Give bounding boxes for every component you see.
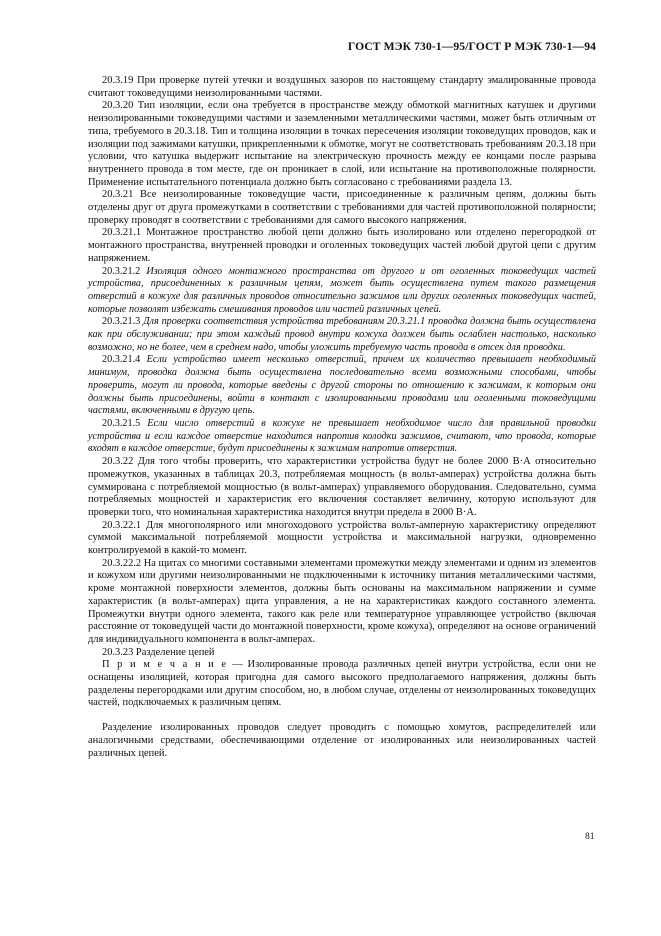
clause-number: 20.3.21.4 — [102, 354, 141, 366]
paragraph-20-3-22-1 — [88, 520, 596, 558]
clause-text: Все неизолированные токоведущие части, присоединенные к различным цепям, должны быть отделены друг от друга промежутками в соответствии с требованиями для частей противоположной полярности; проверку проводят в соответствии с требованиями для самого высокого напряжения. — [88, 189, 596, 226]
clause-text: При проверке путей утечки и воздушных зазоров по настоящему стандарту эмалированные провода считают токоведущими неизолированными частями. — [88, 75, 596, 99]
clause-number: 20.3.23 — [102, 646, 134, 658]
paragraph-20-3-21-2 — [88, 266, 596, 317]
paragraph-20-3-21-5 — [88, 418, 596, 456]
clause-text: Для многополярного или многоходового устройства вольт-амперную характеристику определяют суммой максимальной потребляемой мощности устройства и максимальной нагрузки, одновременно контролируемой в какой-то момент. — [88, 519, 597, 557]
paragraph-20-3-21 — [88, 189, 596, 227]
clause-text: Для проверки соответствия устройства требованиям 20.3.21.1 проводка должна быть осуществлена как при обслуживании; при этом каждый провод внутри кожуха должен быть ослаблен настолько, насколько возможно, но не более, чем в среднем надо, чтобы уложить требуемую часть провода в отсек для проводки. — [88, 316, 597, 353]
clause-text: На щитах со многими составными элементами промежутки между элементами и одним из элементов и кожухом или другими неизолированными не подключенными к источнику питания металлическими частями, кроме монтажной поверхности элементов, должны быть основаны на максимальном напряжении и сумме характеристик (в вольт-амперах) щита управления, а не на характеристиках каждого составного элемента. Промежутки внутри одного элемента, такого как реле или температурное управляющее устройство (включая расстояние от токоведущей части до монтажной поверхности, кроме кожуха), определяют на основе ограничений для индивидуального компонента в вольт-амперах. — [88, 557, 597, 645]
clause-number: 20.3.22.2 — [102, 557, 142, 569]
clause-number: 20.3.20 — [102, 100, 134, 112]
clause-text: Монтажное пространство любой цепи должно быть изолировано или отделено перегородкой от монтажного пространства, внутренней проводки и оголенных токоведущих частей любой другой цепи с другим напряжением. — [88, 227, 596, 264]
paragraph-20-3-23 — [88, 647, 596, 660]
note-label: П р и м е ч а н и е — [102, 659, 228, 671]
clause-number: 20.3.21.2 — [102, 265, 141, 277]
paragraph-20-3-21-1 — [88, 227, 596, 265]
clause-number: 20.3.19 — [102, 75, 134, 86]
clause-text: Если число отверстий в кожухе не превышает необходимое число для правильной проводки устройства и если каждое отверстие находится напротив колодки зажимов, считают, что провода, которые входят в каждое отверстие, будут присоединены к зажимам напротив отверстия. — [88, 417, 597, 455]
standard-header: ГОСТ МЭК 730-1—95/ГОСТ Р МЭК 730-1—94 — [347, 40, 596, 53]
paragraph-20-3-22-2 — [88, 558, 596, 647]
paragraph-20-3-19 — [88, 75, 596, 100]
note-text: — Изолированные провода различных цепей внутри устройства, если они не оснащены изоляцией, которая пригодна для самого высокого предполагаемого напряжения, должны быть разделены перегородками или другим способом, но, в любом случае, отделены от неизолированных токоведущих частей, подключаемых к различным цепям. — [88, 659, 596, 709]
clause-number: 20.3.22 — [102, 456, 134, 468]
paragraph-20-3-21-4 — [88, 354, 596, 418]
document-page — [88, 40, 596, 760]
clause-text: Изоляция одного монтажного пространства от другого и от оголенных токоведущих частей устройства, присоединенных к различным цепям, может быть осуществлена путем такого размещения отверстий в кожухе для различных проводов относительно зажимов или других оголенных токоведущих частей, которые позволят избежать смешивания проводов или частей различных цепей. — [88, 265, 597, 315]
note-block — [88, 659, 596, 710]
clause-text: Разделение цепей — [135, 646, 215, 658]
clause-text: Тип изоляции, если она требуется в пространстве между обмоткой магнитных катушек и другими неизолированными токоведущими частями и заземленными металлическими частями, может быть отличным от типа, требуемого в 20.3.18. Тип и толщина изоляции в точках пересечения изоляции токоведущих проводов, как и изоляции под зажимами катушки, прикрепленными к обмотке, могут не соответствовать требованиям 20.3.18 при условии, что катушка выдержит испытание на электрическую прочность между ее концами после разрыва внутреннего провода в том месте, где он проникает в слой, или испытание на противоположные полярности. Применение испытательного потенциала должно быть согласовано с требованиями раздела 13. — [88, 100, 596, 188]
clause-number: 20.3.21.1 — [102, 227, 142, 239]
clause-number: 20.3.22.1 — [102, 519, 142, 531]
clause-text: Если устройство имеет несколько отверстий, причем их количество превышает необходимый минимум, проводка должна быть осуществлена последовательно всеми возможными способами, чтобы проверить, могут ли провода, которые введены с другой стороны по отношению к зажимам, к которым они должны быть присоединены, войти в контакт с изолированными проводами или оголенными токоведущими частями, включенными в другую цепь. — [88, 354, 596, 417]
paragraph-20-3-22 — [88, 456, 596, 520]
body-text — [88, 75, 596, 760]
clause-number: 20.3.21.3 — [102, 316, 141, 328]
clause-number: 20.3.21 — [102, 189, 134, 201]
paragraph-20-3-20 — [88, 100, 596, 189]
paragraph-20-3-21-3 — [88, 316, 596, 354]
page-number: 81 — [585, 832, 595, 842]
final-paragraph: Разделение изолированных проводов следует проводить с помощью хомутов, распределителей или аналогичными средствами, обеспечивающими отделение от изолированных или неизолированных частей различных цепей. — [88, 722, 596, 759]
clause-text: Для того чтобы проверить, что характеристики устройства будут не более 2000 В·А относительно промежутков, указанных в таблицах 20.3, потребляемая мощность (в вольт-амперах) устройства должна быть суммирована с потребляемой мощностью (в вольт-амперах) управляемого оборудования. Следовательно, сумма потребляемых мощностей и характеристик его включения составляет величину, которую используют для проверки того, что номинальная характеристика находится внутри предела в 2000 В·А. — [88, 456, 596, 518]
clause-number: 20.3.21.5 — [102, 417, 141, 429]
